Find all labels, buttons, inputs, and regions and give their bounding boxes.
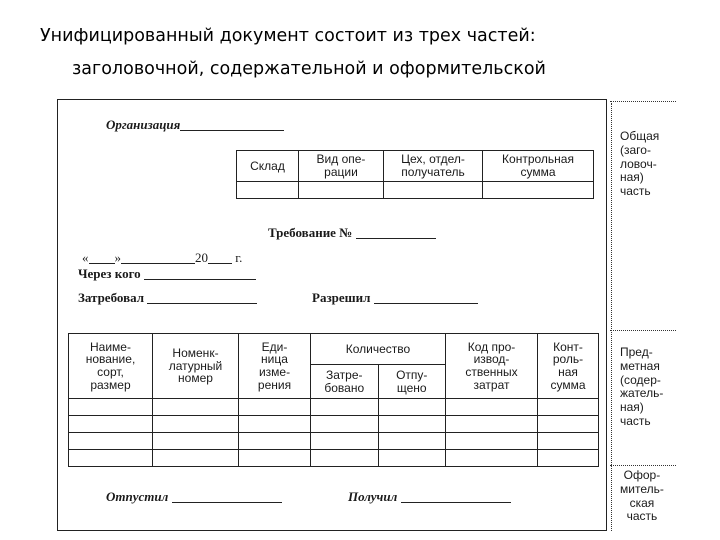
items-cell [538, 399, 599, 416]
header-value-cell [384, 182, 483, 199]
items-col-released: Отпу- щено [378, 365, 446, 399]
items-col-checksum: Конт- роль- ная сумма [538, 334, 599, 399]
through-line [144, 267, 256, 280]
allowed-field [312, 291, 478, 304]
released-by-field [106, 490, 282, 503]
request-number-field [268, 226, 436, 239]
items-cell [446, 433, 538, 450]
header-cell-recipient: Цех, отдел- получатель [384, 151, 483, 182]
requested-line [147, 291, 257, 304]
items-cell [153, 450, 239, 467]
requested-label: Затребовал [78, 290, 145, 305]
received-by-line [401, 490, 511, 503]
items-col-nomenclature: Номенк- латурный номер [153, 334, 239, 399]
header-value-cell [483, 182, 594, 199]
items-cell [446, 399, 538, 416]
header-cell-warehouse: Склад [237, 151, 299, 182]
items-cell [153, 399, 239, 416]
items-cell [239, 450, 311, 467]
items-col-requested: Затре- бовано [311, 365, 379, 399]
items-cell [378, 416, 446, 433]
items-cell [311, 399, 379, 416]
items-cell [69, 416, 153, 433]
items-cell [378, 433, 446, 450]
date-year-line [208, 251, 232, 264]
released-by-label: Отпустил [106, 489, 169, 504]
date-year-suffix: г. [235, 250, 243, 265]
items-cell [311, 450, 379, 467]
header-value-cell [299, 182, 384, 199]
through-label: Через кого [78, 266, 141, 281]
items-cell [378, 399, 446, 416]
received-by-label: Получил [348, 489, 398, 504]
items-col-cost-code: Код про- извод- ственных затрат [446, 334, 538, 399]
items-cell [69, 450, 153, 467]
items-cell [446, 450, 538, 467]
requested-field [78, 291, 257, 304]
organization-field [106, 118, 284, 131]
items-cell [538, 433, 599, 450]
items-col-name: Наиме- нование, сорт, размер [69, 334, 153, 399]
header-table [236, 150, 594, 199]
side-label-formal: Офор- митель- ская часть [620, 468, 664, 524]
items-col-quantity: Количество [311, 334, 446, 365]
date-close-quote: » [114, 250, 121, 265]
items-cell [378, 450, 446, 467]
received-by-field [348, 490, 511, 503]
date-field [82, 251, 242, 264]
header-cell-checksum: Контрольная сумма [483, 151, 594, 182]
organization-line [180, 118, 284, 131]
organization-label: Организация [106, 117, 181, 132]
allowed-line [374, 291, 478, 304]
allowed-label: Разрешил [312, 290, 371, 305]
slide-title-line-2: заголовочной, содержательной и оформительской [72, 59, 546, 79]
items-cell [153, 416, 239, 433]
section-vertical-rule [611, 103, 612, 531]
items-cell [153, 433, 239, 450]
section-divider-bottom [610, 465, 676, 466]
through-field [78, 267, 256, 280]
request-number-label: Требование № [268, 225, 353, 240]
items-cell [69, 433, 153, 450]
header-cell-operation: Вид опе- рации [299, 151, 384, 182]
side-label-subject: Пред- метная (содер- жатель- ная) часть [620, 345, 664, 428]
items-col-unit: Еди- ница изме- рения [239, 334, 311, 399]
released-by-line [172, 490, 282, 503]
slide-title-line-1: Унифицированный документ состоит из трех частей: [40, 26, 536, 46]
request-number-line [356, 226, 436, 239]
items-cell [311, 416, 379, 433]
date-month-line [121, 251, 195, 264]
items-cell [311, 433, 379, 450]
section-divider-top [610, 101, 676, 102]
requisition-form [57, 99, 607, 531]
items-cell [69, 399, 153, 416]
header-value-cell [237, 182, 299, 199]
side-label-general: Общая (заго- ловоч- ная) часть [620, 129, 660, 199]
items-cell [239, 433, 311, 450]
items-cell [538, 450, 599, 467]
section-divider-middle [610, 330, 676, 331]
items-cell [239, 399, 311, 416]
date-open-quote: « [82, 250, 89, 265]
date-day-line [89, 251, 115, 264]
items-cell [446, 416, 538, 433]
date-century: 20 [195, 250, 208, 265]
items-table [68, 333, 599, 467]
items-cell [239, 416, 311, 433]
items-cell [538, 416, 599, 433]
